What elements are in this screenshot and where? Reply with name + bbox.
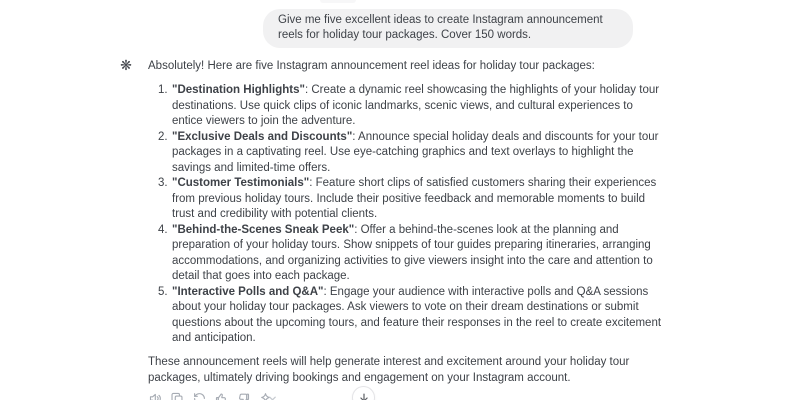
list-item-text [172, 83, 662, 130]
list-item-number: 4. [158, 223, 168, 236]
list-item-body: : Create a dynamic reel showcasing the highlights of your holiday tour destinations. Use quick clips of iconic landmarks, scenic views, and cultural experiences to entice viewers to join the adventure. [172, 84, 660, 127]
arrow-down-icon [358, 392, 370, 400]
list-item-title: "Customer Testimonials" [172, 177, 310, 189]
list-item-title: "Exclusive Deals and Discounts" [172, 130, 353, 143]
regenerate-icon [193, 392, 206, 400]
list-item [148, 223, 662, 285]
assistant-message [148, 58, 662, 400]
model-switcher-button[interactable] [258, 391, 278, 400]
list-item-body: : Offer a behind-the-scenes look at the planning and preparation of your holiday tours. Show snippets of tour guides preparing itineraries, arranging accommodations, and organizing activities to give viewers insight into the care and attention to detail that goes into each package. [172, 223, 653, 282]
list-item-number: 5. [158, 285, 168, 298]
list-item-title: "Destination Highlights" [172, 84, 305, 96]
thumbs-down-button[interactable] [236, 391, 251, 400]
list-item-number: 3. [158, 177, 168, 189]
thumbs-up-button[interactable] [214, 391, 229, 400]
list-item-title: "Interactive Polls and Q&A" [172, 285, 324, 298]
thumbs-up-icon [215, 392, 228, 400]
copy-button[interactable] [170, 391, 185, 400]
idea-list [148, 83, 662, 347]
user-message-text: Give me five excellent ideas to create Instagram announcement reels for holiday tour packages. Cover 150 words. [278, 14, 603, 41]
list-item-body: : Announce special holiday deals and discounts for your tour packages in a captivating reel. Use eye-catching graphics and text overlays to highlight the savings and limited-time offers. [172, 130, 659, 174]
assistant-intro-text: Absolutely! Here are five Instagram announcement reel ideas for holiday tour packages: [148, 60, 595, 72]
message-action-bar [148, 391, 662, 400]
chevron-down-icon [268, 394, 277, 400]
read-aloud-button[interactable] [148, 391, 163, 400]
list-item-body: : Engage your audience with interactive polls and Q&A sessions about your holiday tour packages. Ask viewers to vote on their dream destinations or submit questions about the upcoming tours, and feature their responses in the reel to create excitement and anticipation. [172, 285, 662, 344]
copy-icon [171, 392, 184, 400]
assistant-closing-text: These announcement reels will help generate interest and excitement around your holiday tour packages, ultimately driving bookings and engagement on your Instagram account. [148, 355, 630, 384]
list-item-text [172, 223, 662, 285]
list-item [148, 130, 662, 177]
list-item-body: : Feature short clips of satisfied customers sharing their experiences from previous holiday tours. Include their positive feedback and memorable moments to build trust and credibility with potential clients. [172, 177, 657, 220]
list-item-text [172, 130, 662, 177]
list-item [148, 176, 662, 223]
regenerate-button[interactable] [192, 391, 207, 400]
previous-message-remnant [320, 0, 356, 3]
list-item-number: 2. [158, 130, 168, 143]
read-aloud-icon [149, 392, 162, 400]
list-item-number: 1. [158, 84, 168, 96]
list-item-title: "Behind-the-Scenes Sneak Peek" [172, 223, 355, 236]
user-message-bubble [263, 9, 633, 48]
list-item-text [172, 285, 662, 347]
list-item-text [172, 176, 662, 223]
chatgpt-logo-icon: ❋ [120, 57, 132, 73]
list-item [148, 83, 662, 130]
list-item [148, 285, 662, 347]
thumbs-down-icon [237, 392, 250, 400]
